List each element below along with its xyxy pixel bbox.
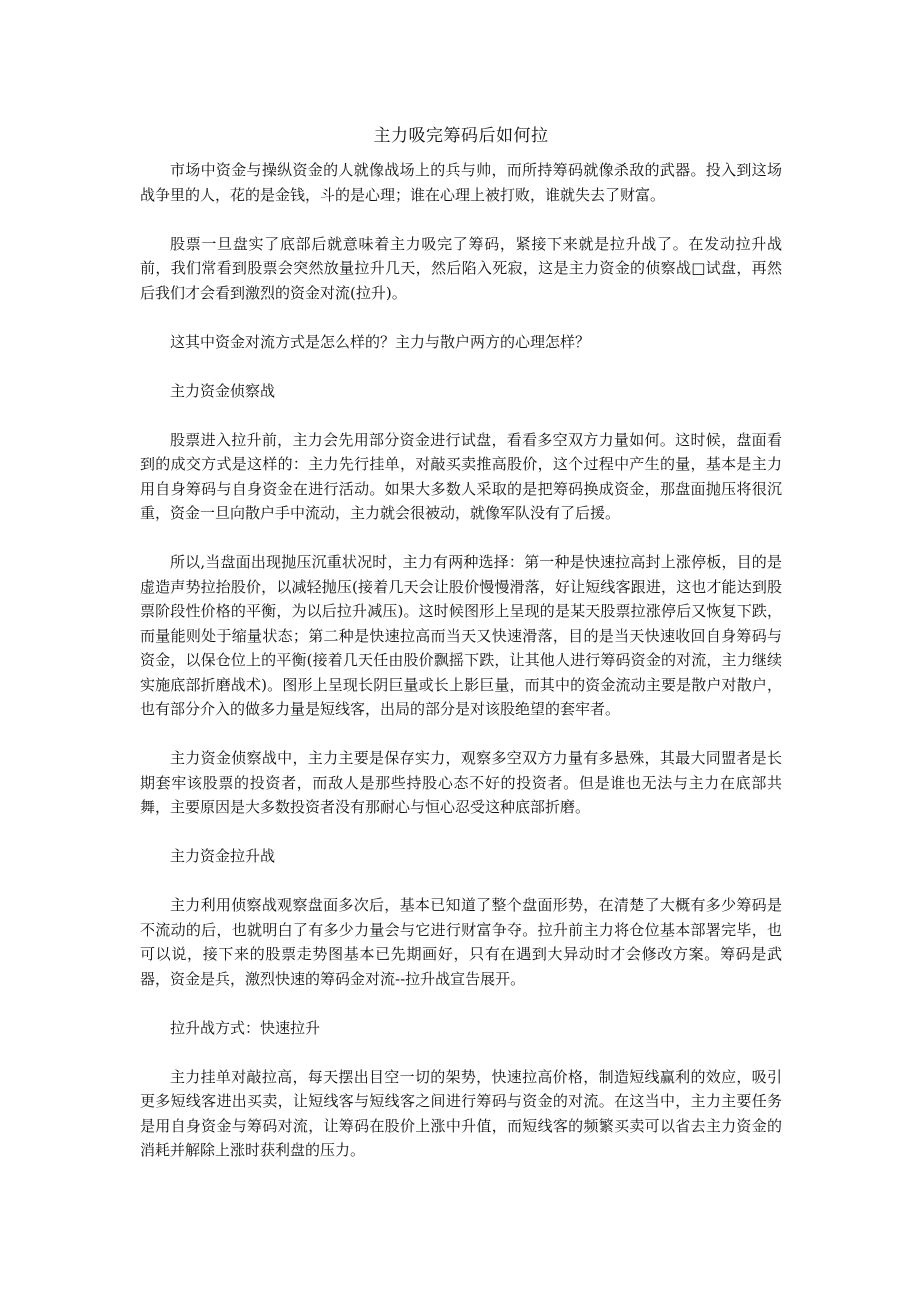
section-heading: 主力资金拉升战 xyxy=(170,847,276,865)
paragraph-gap xyxy=(140,869,782,894)
section-heading: 主力资金侦察战 xyxy=(170,381,276,400)
paragraph-gap xyxy=(140,207,782,232)
paragraph: 主力利用侦察战观察盘面多次后，基本已知道了整个盘面形势，在清楚了大概有多少筹码是不流动的后，也就明白了有多少力量会与它进行财富争夺。拉升前主力将仓位基本部署完毕，也可以说，接下来的股票走势图基本已先期画好，只有在遇到大异动时才会修改方案。筹码是武器，资金是兵，激烈快速的筹码金对流--拉升战宣告展开。 xyxy=(140,896,782,988)
paragraph: 股票进入拉升前，主力会先用部分资金进行试盘，看看多空双方力量如何。这时候，盘面看到的成交方式是这样的：主力先行挂单，对敲买卖推高股价，这个过程中产生的量，基本是主力用自身筹码与自身资金在进行活动。如果大多数人采取的是把筹码换成资金，那盘面抛压将很沉重，资金一旦向散户手中流动，主力就会很被动，就像军队没有了后援。 xyxy=(140,430,782,522)
paragraph: 所以,当盘面出现抛压沉重状况时，主力有两种选择：第一种是快速拉高封上涨停板，目的是虚造声势拉抬股价，以减轻抛压(接着几天会让股价慢慢滑落，好让短线客跟进，这也才能达到股票阶段性价格的平衡，为以后拉升减压)。这时候图形上呈现的是某天股票拉涨停后又恢复下跌，而量能则处于缩量状态；第二种是快速拉高而当天又快速滑落，目的是当天快速收回自身筹码与资金，以保仓位上的平衡(接着几天任由股价飘摇下跌，让其他人进行筹码资金的对流，主力继续实施底部折磨战术)。图形上呈现长阴巨量或长上影巨量，而其中的资金流动主要是散户对散户，也有部分介入的做多力量是短线客，出局的部分是对该股绝望的套牢者。 xyxy=(140,553,782,718)
paragraph: 这其中资金对流方式是怎么样的？主力与散户两方的心理怎样？ xyxy=(170,332,591,351)
paragraph-gap xyxy=(140,820,782,845)
paragraph-gap xyxy=(140,354,782,379)
paragraph-gap xyxy=(140,526,782,551)
paragraph: 市场中资金与操纵资金的人就像战场上的兵与帅，而所持筹码就像杀敌的武器。投入到这场战争里的人，花的是金钱，斗的是心理；谁在心理上被打败，谁就失去了财富。 xyxy=(140,161,782,204)
document-title: 主力吸完筹码后如何拉 xyxy=(373,126,549,146)
paragraph: 主力挂单对敲拉高，每天摆出目空一切的架势，快速拉高价格，制造短线赢利的效应，吸引更多短线客进出买卖，让短线客与短线客之间进行筹码与资金的对流。在这当中，主力主要任务是用自身资金与筹码对流，让筹码在股价上涨中升值，而短线客的频繁买卖可以省去主力资金的消耗并解除上涨时获利盘的压力。 xyxy=(140,1067,782,1159)
document-page xyxy=(140,0,782,1163)
paragraph-gap xyxy=(140,305,782,330)
paragraph-gap xyxy=(140,991,782,1016)
section-heading: 拉升战方式：快速拉升 xyxy=(170,1018,321,1037)
paragraph-gap xyxy=(140,722,782,747)
paragraph: 股票一旦盘实了底部后就意味着主力吸完了筹码，紧接下来就是拉升战了。在发动拉升战前，我们常看到股票会突然放量拉升几天，然后陷入死寂，这是主力资金的侦察战□试盘，再然后我们才会看到激烈的资金对流(拉升)。 xyxy=(140,234,782,302)
paragraph: 主力资金侦察战中，主力主要是保存实力，观察多空双方力量有多悬殊，其最大同盟者是长期套牢该股票的投资者，而敌人是那些持股心态不好的投资者。但是谁也无法与主力在底部共舞，主要原因是大多数投资者没有那耐心与恒心忍受这种底部折磨。 xyxy=(140,749,782,816)
paragraph-gap xyxy=(140,403,782,428)
paragraph-gap xyxy=(140,1040,782,1065)
